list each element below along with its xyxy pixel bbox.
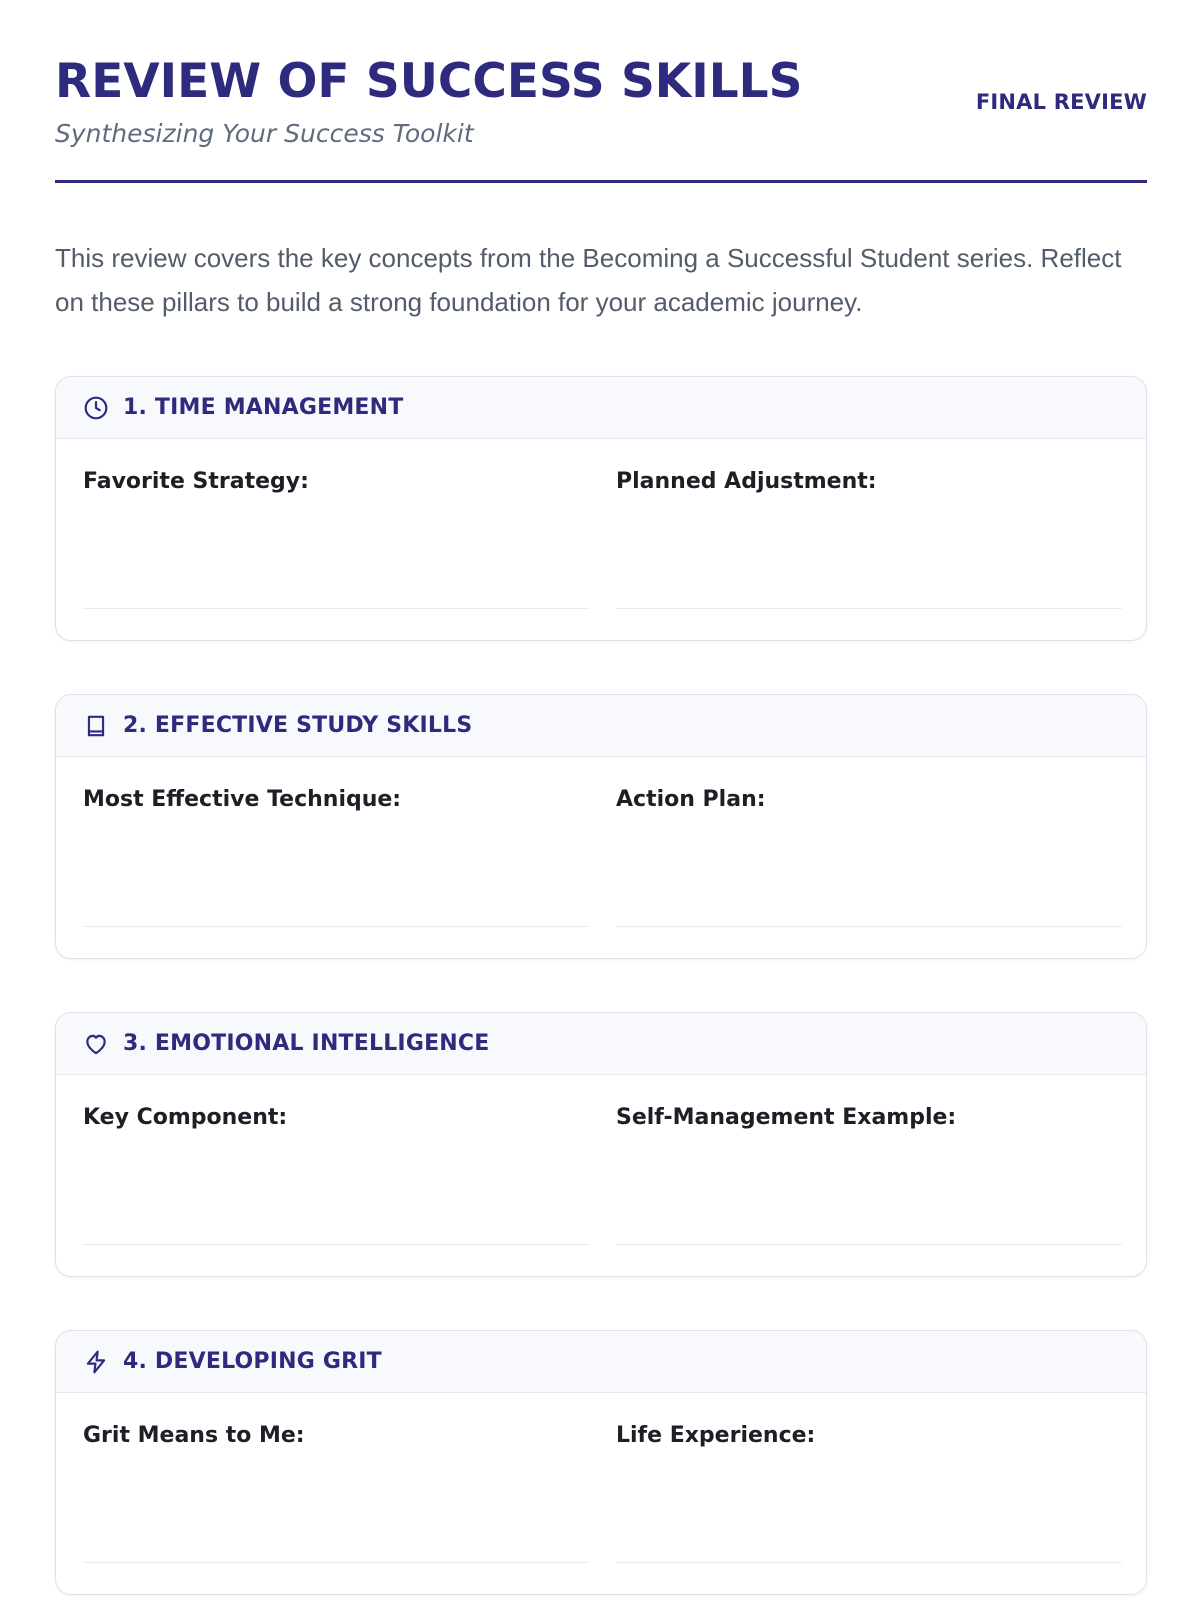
most-effective-technique-field[interactable]	[83, 757, 589, 933]
section-time-management	[55, 376, 1147, 641]
answer-line	[616, 926, 1122, 927]
section-emotional-intelligence	[55, 1012, 1147, 1277]
planned-adjustment-field[interactable]	[616, 439, 1122, 615]
lightning-icon	[83, 1349, 109, 1375]
answer-line	[83, 1244, 589, 1245]
answer-line	[83, 1562, 589, 1563]
section-effective-study-skills	[55, 694, 1147, 959]
worksheet-page	[55, 0, 1147, 1448]
field-label: Favorite Strategy:	[83, 469, 309, 494]
section-fields	[56, 757, 1146, 957]
field-label: Self-Management Example:	[616, 1105, 957, 1130]
section-header	[56, 1013, 1146, 1075]
section-fields	[56, 439, 1146, 639]
answer-line	[616, 1562, 1122, 1563]
page-title: REVIEW OF SUCCESS SKILLS	[55, 54, 803, 109]
field-label: Most Effective Technique:	[83, 787, 402, 812]
page-subtitle: Synthesizing Your Success Toolkit	[55, 119, 474, 148]
book-icon	[83, 713, 109, 739]
field-label: Action Plan:	[616, 787, 766, 812]
self-management-example-field[interactable]	[616, 1075, 1122, 1251]
field-label: Planned Adjustment:	[616, 469, 877, 494]
grit-means-to-me-field[interactable]	[83, 1393, 589, 1569]
section-title: 4. DEVELOPING GRIT	[123, 1349, 382, 1374]
field-label: Life Experience:	[616, 1423, 816, 1448]
section-header	[56, 377, 1146, 439]
intro-paragraph: This review covers the key concepts from the Becoming a Successful Student series. Reflect on these pillars to build a strong foundation for your academic journey.	[55, 243, 1122, 317]
favorite-strategy-field[interactable]	[83, 439, 589, 615]
clock-icon	[83, 395, 109, 421]
answer-line	[83, 926, 589, 927]
section-title: 1. TIME MANAGEMENT	[123, 395, 404, 420]
page-header	[55, 0, 1147, 183]
field-label: Key Component:	[83, 1105, 288, 1130]
life-experience-field[interactable]	[616, 1393, 1122, 1569]
answer-line	[616, 1244, 1122, 1245]
answer-line	[83, 608, 589, 609]
action-plan-field[interactable]	[616, 757, 1122, 933]
final-review-badge: FINAL REVIEW	[975, 90, 1147, 114]
section-fields	[56, 1393, 1146, 1593]
section-fields	[56, 1075, 1146, 1275]
section-header	[56, 695, 1146, 757]
section-title: 3. EMOTIONAL INTELLIGENCE	[123, 1031, 490, 1056]
key-component-field[interactable]	[83, 1075, 589, 1251]
answer-line	[616, 608, 1122, 609]
section-developing-grit	[55, 1330, 1147, 1595]
heart-icon	[83, 1031, 109, 1057]
section-header	[56, 1331, 1146, 1393]
field-label: Grit Means to Me:	[83, 1423, 305, 1448]
section-title: 2. EFFECTIVE STUDY SKILLS	[123, 713, 473, 738]
